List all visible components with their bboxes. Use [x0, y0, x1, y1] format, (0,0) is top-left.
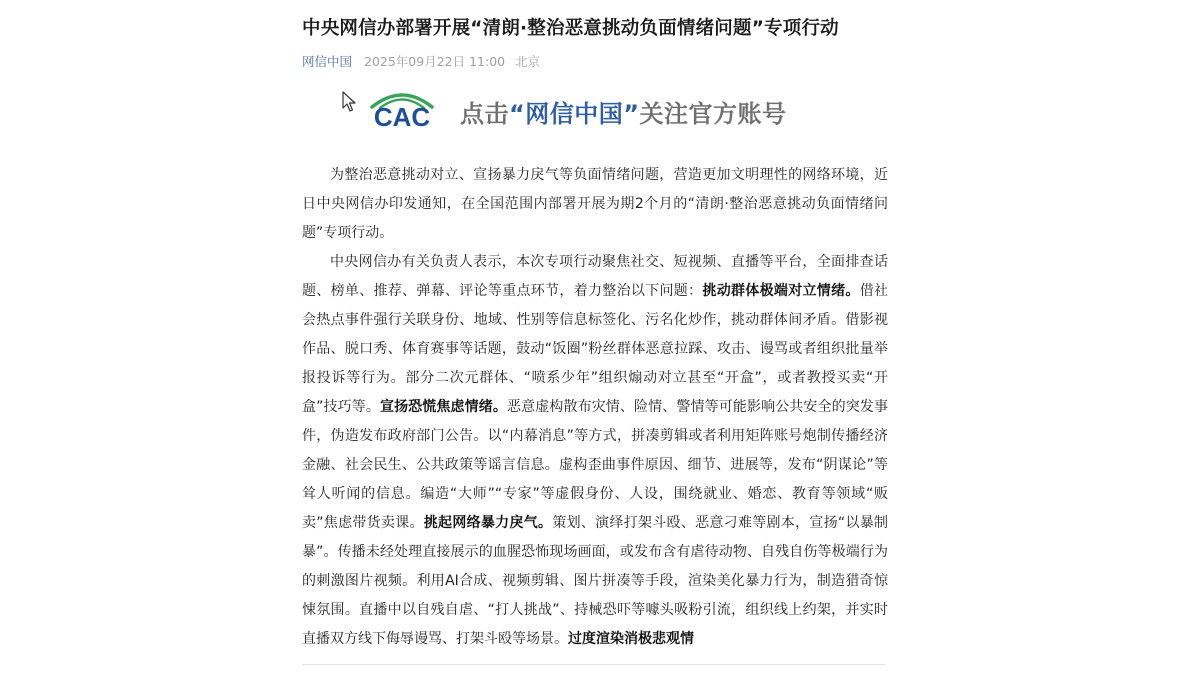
- heading-extreme-opposition: 挑动群体极端对立情绪。: [702, 283, 860, 299]
- publish-location: 北京: [515, 54, 541, 69]
- publish-date: 2025年09月22日 11:00: [364, 54, 506, 69]
- article-title: 中央网信办部署开展“清朗·整治恶意挑动负面情绪问题”专项行动: [302, 18, 839, 39]
- bottom-divider: [302, 664, 886, 665]
- cac-logo: [362, 89, 442, 129]
- heading-panic-anxiety: 宣扬恐慌焦虑情绪。: [379, 399, 507, 415]
- banner-prefix: 点击: [460, 100, 509, 128]
- text-violence-details: 策划、演绎打架斗殴、恶意刁难等剧本，宣扬“以暴制暴”。传播未经处理直接展示的血腥恐怖现场画面，或发布含有虐待动物、自残自伤等极端行为的刺激图片视频。利用AI合成、视频剪辑、图片拼凑等手段，渲染美化暴力行为，制造猎奇惊悚氛围。直播中以自残自虐、“打人挑战”、持械恐吓等噱头吸粉引流，组织线上约架，并实时直播双方线下侮辱谩骂、打架斗殴等场景。: [302, 515, 888, 647]
- source-link[interactable]: 网信中国: [302, 54, 353, 69]
- article-meta: [302, 53, 888, 71]
- text-opposition-details: 借社会热点事件强行关联身份、地域、性别等信息标签化、污名化炒作，挑动群体间矛盾。借影视作品、脱口秀、体育赛事等话题，鼓动“饭圈”粉丝群体恶意拉踩、攻击、谩骂或者组织批量举报投诉等行为。部分二次元群体、“喷系少年”组织煽动对立甚至“开盒”，或者教授买卖“开盒”技巧等。: [302, 283, 889, 415]
- text-anxiety-details: 恶意虚构散布灾情、险情、警情等可能影响公共安全的突发事件，伪造发布政府部门公告。以“内幕消息”等方式，拼凑剪辑或者利用矩阵账号炮制传播经济金融、社会民生、公共政策等谣言信息。虚构歪曲事件原因、细节、进展等，发布“阴谋论”等耸人听闻的信息。编造“大师”“专家”等虚假身份、人设，围绕就业、婚恋、教育等领域“贩卖”焦虑带货卖课。: [302, 399, 889, 531]
- cursor-arrow-icon: [342, 91, 358, 113]
- paragraph-intro: 为整治恶意挑动对立、宣扬暴力戾气等负面情绪问题，营造更加文明理性的网络环境，近日中央网信办印发通知，在全国范围内部署开展为期2个月的“清朗·整治恶意挑动负面情绪问题”专项行动。: [302, 167, 888, 241]
- heading-pessimism: 过度渲染消极悲观情: [568, 631, 694, 647]
- banner-text: [460, 94, 787, 129]
- banner-suffix: 关注官方账号: [639, 100, 787, 128]
- follow-banner[interactable]: [302, 85, 888, 139]
- article: [302, 14, 888, 654]
- paragraph-problems: [302, 248, 888, 654]
- cac-logo-text: CAC: [373, 102, 431, 129]
- paragraph-problems-lead: 中央网信办有关负责人表示，本次专项行动聚焦社交、短视频、直播等平台，全面排查话题、榜单、推荐、弹幕、评论等重点环节，着力整治以下问题：: [302, 254, 888, 299]
- heading-online-violence: 挑起网络暴力戾气。: [423, 515, 553, 531]
- banner-highlight: “网信中国”: [509, 100, 640, 128]
- article-body: [302, 161, 888, 654]
